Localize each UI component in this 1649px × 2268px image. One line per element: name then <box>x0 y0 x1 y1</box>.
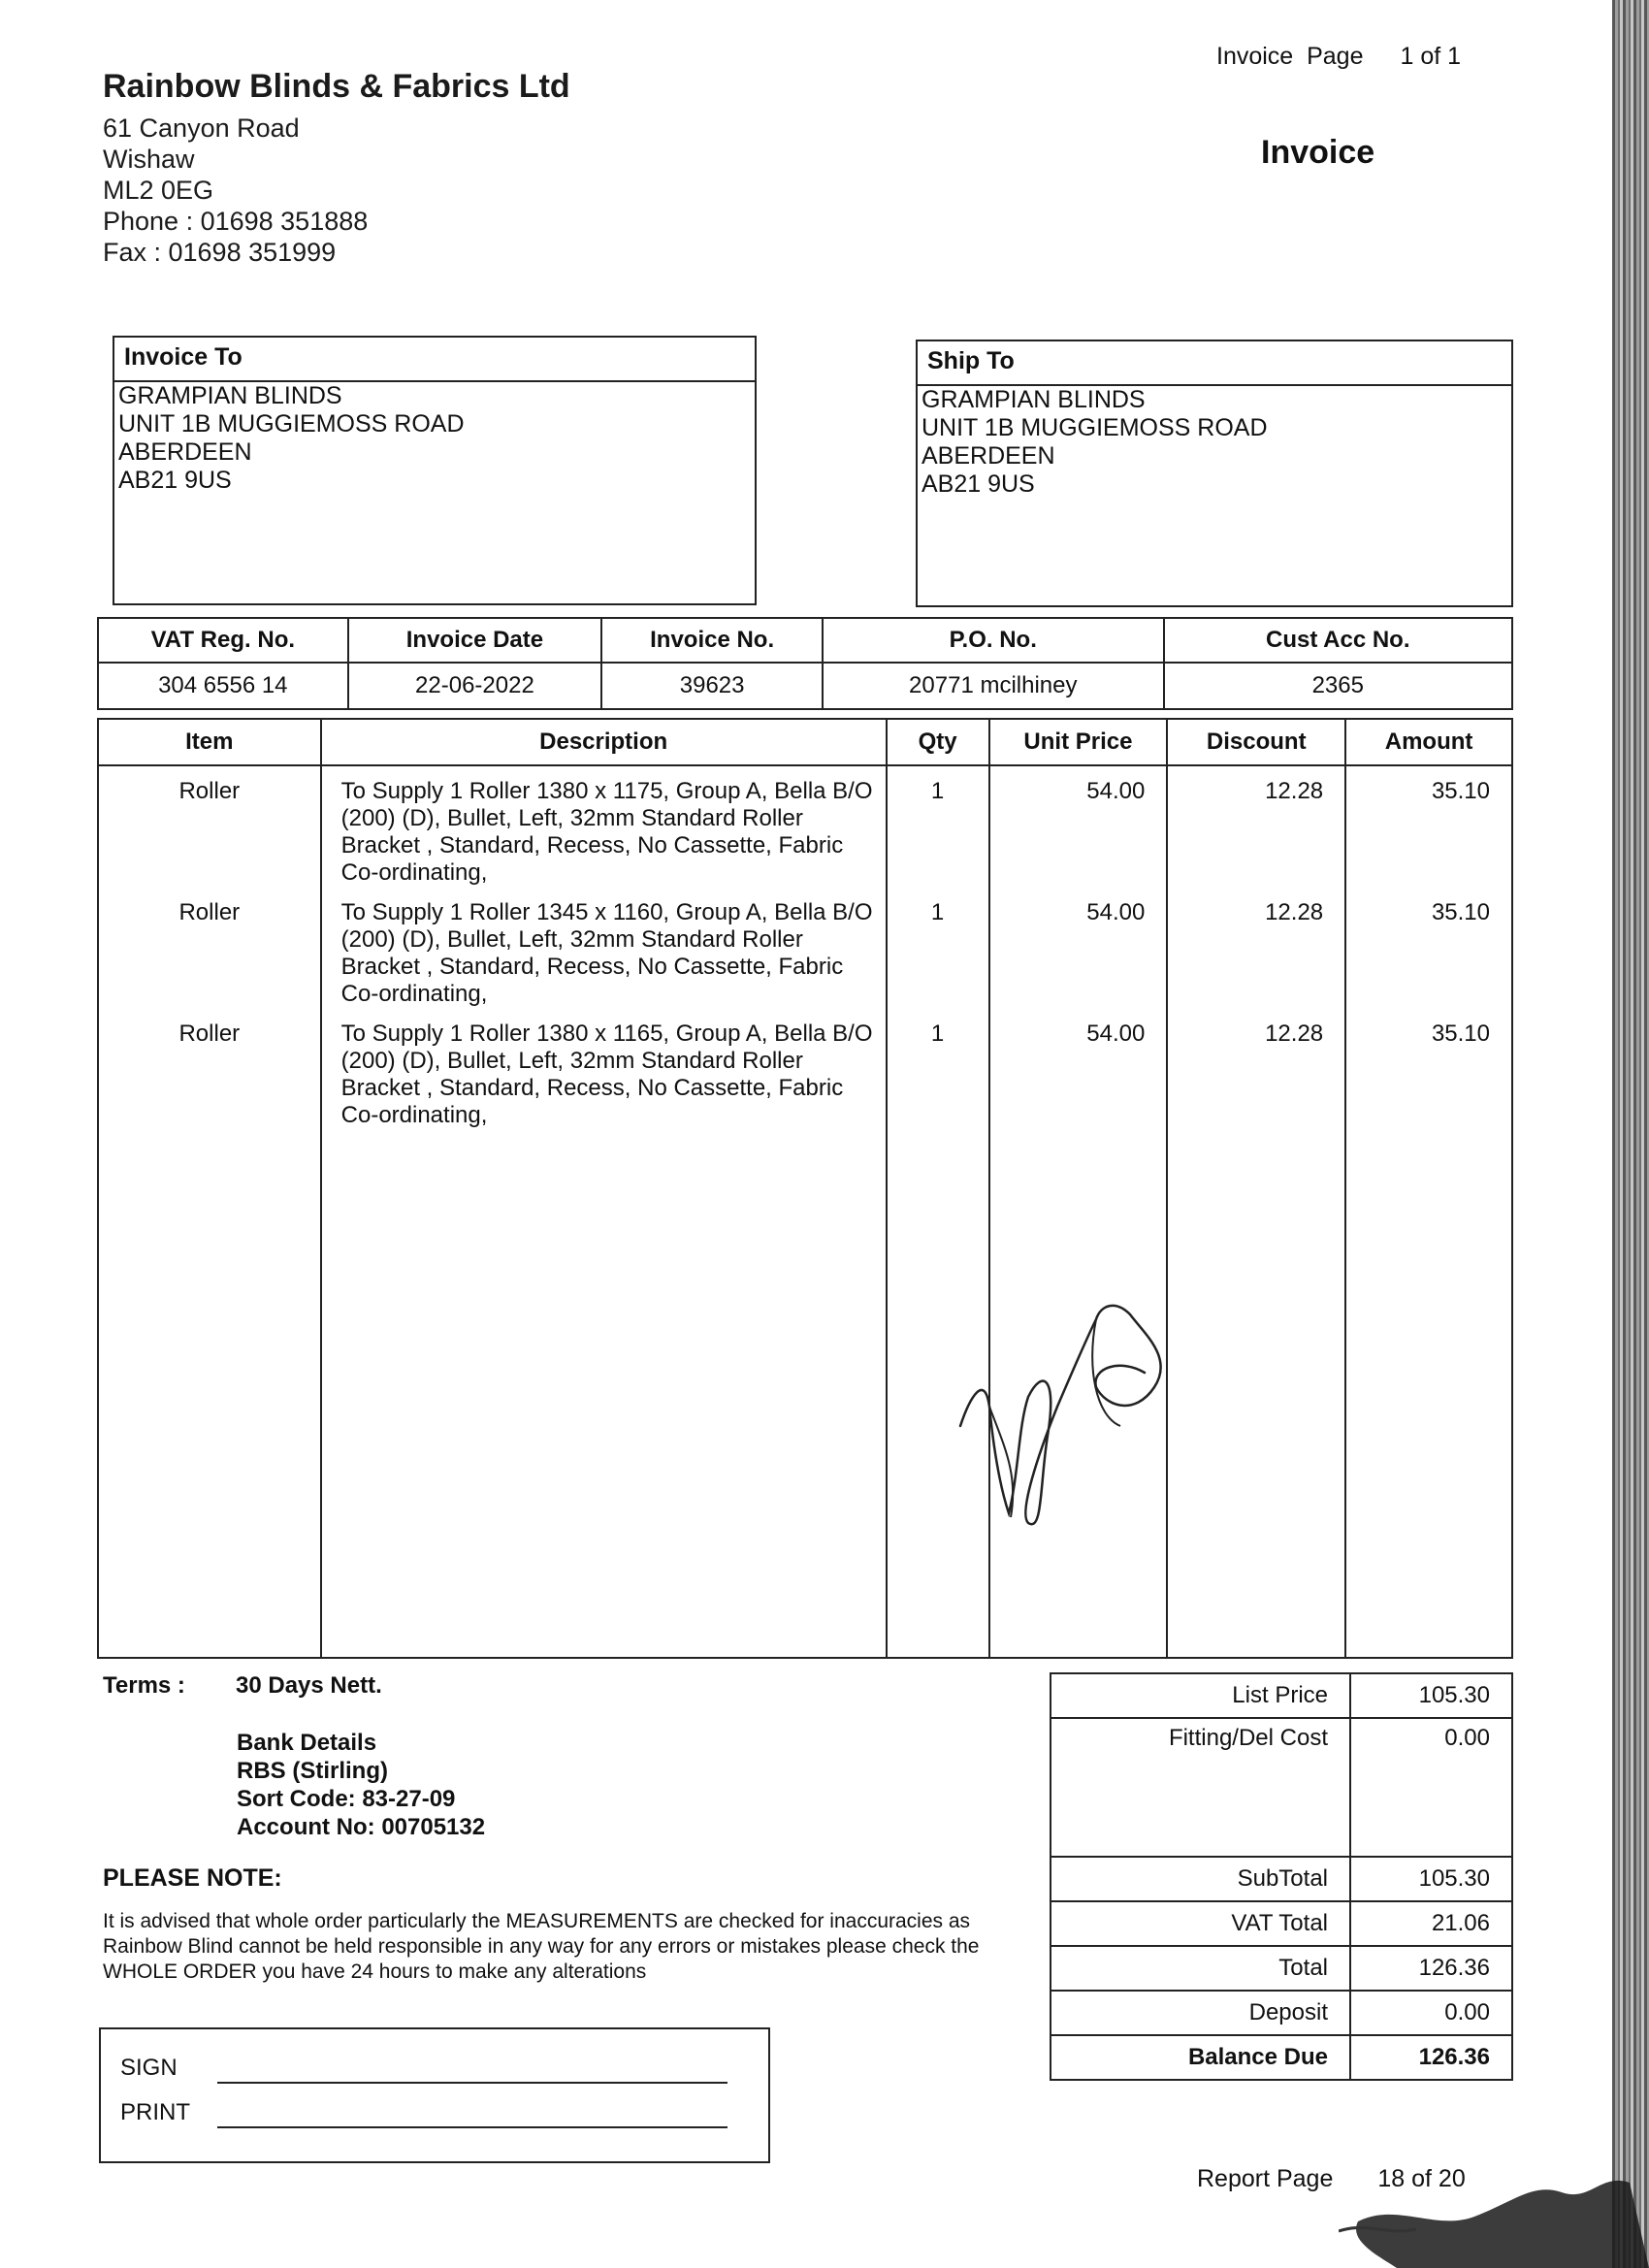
unit-price-cell: 54.00 <box>989 1009 1168 1130</box>
item-cell: Roller <box>98 888 321 1009</box>
invoice-page-label: Invoice Page <box>1216 43 1364 70</box>
vat-reg-value: 304 6556 14 <box>98 663 348 709</box>
item-header: Item <box>98 719 321 765</box>
bank-line: RBS (Stirling) <box>237 1758 388 1784</box>
description-cell: To Supply 1 Roller 1345 x 1160, Group A, Bella B/O (200) (D), Bullet, Left, 32mm Standard Roller Bracket , Standard, Recess, No Cassette, Fabric Co-ordinating, <box>321 888 887 1009</box>
ship-to-heading: Ship To <box>918 341 1511 386</box>
empty-cell <box>98 1130 321 1658</box>
empty-cell <box>1345 1130 1512 1658</box>
invoice-no-value: 39623 <box>601 663 823 709</box>
subtotal-value: 105.30 <box>1350 1857 1512 1901</box>
table-row <box>98 765 1512 888</box>
fitting-label: Fitting/Del Cost <box>1051 1718 1350 1857</box>
invoice-page-value: 1 of 1 <box>1400 43 1462 70</box>
invoice-date-value: 22-06-2022 <box>348 663 602 709</box>
invoice-meta-table <box>97 617 1513 710</box>
address-line: AB21 9US <box>922 470 1035 498</box>
address-line: 61 Canyon Road <box>103 113 300 143</box>
ship-to-address <box>918 386 1511 499</box>
items-header-row <box>98 719 1512 765</box>
document-title: Invoice <box>1261 134 1375 171</box>
address-line: UNIT 1B MUGGIEMOSS ROAD <box>118 410 465 437</box>
balance-row <box>1051 2035 1512 2080</box>
sign-label: SIGN <box>120 2055 178 2081</box>
invoice-date-header: Invoice Date <box>348 618 602 663</box>
empty-cell <box>1167 1130 1345 1658</box>
item-cell: Roller <box>98 1009 321 1130</box>
invoice-page-number <box>1216 43 1461 71</box>
list-price-label: List Price <box>1051 1673 1350 1718</box>
report-page-label: Report Page <box>1197 2165 1334 2192</box>
po-no-value: 20771 mcilhiney <box>823 663 1164 709</box>
print-label: PRINT <box>120 2099 190 2125</box>
subtotal-label: SubTotal <box>1051 1857 1350 1901</box>
address-line: ABERDEEN <box>922 442 1055 470</box>
report-page-value: 18 of 20 <box>1377 2165 1466 2192</box>
discount-cell: 12.28 <box>1167 765 1345 888</box>
bank-details <box>237 1729 485 1841</box>
total-row <box>1051 1946 1512 1991</box>
total-value: 126.36 <box>1350 1946 1512 1991</box>
ship-to-box <box>916 340 1513 607</box>
meta-header-row <box>98 618 1512 663</box>
table-filler-row <box>98 1130 1512 1658</box>
sign-line[interactable] <box>217 2082 728 2084</box>
note-title: PLEASE NOTE: <box>103 1864 282 1892</box>
address-line: ML2 0EG <box>103 176 214 205</box>
description-cell: To Supply 1 Roller 1380 x 1175, Group A, Bella B/O (200) (D), Bullet, Left, 32mm Standard Roller Bracket , Standard, Recess, No Cassette, Fabric Co-ordinating, <box>321 765 887 888</box>
qty-cell: 1 <box>887 765 989 888</box>
deposit-value: 0.00 <box>1350 1991 1512 2035</box>
meta-value-row <box>98 663 1512 709</box>
amount-header: Amount <box>1345 719 1512 765</box>
empty-cell <box>321 1130 887 1658</box>
scan-edge <box>1612 0 1649 2268</box>
qty-cell: 1 <box>887 1009 989 1130</box>
sign-print-box <box>99 2027 770 2163</box>
invoice-to-address <box>114 382 755 495</box>
subtotal-row <box>1051 1857 1512 1901</box>
handwritten-signature <box>951 1280 1183 1552</box>
amount-cell: 35.10 <box>1345 888 1512 1009</box>
address-line: AB21 9US <box>118 467 232 494</box>
terms-value: 30 Days Nett. <box>236 1672 382 1699</box>
bank-line: Account No: 00705132 <box>237 1814 486 1840</box>
address-line: GRAMPIAN BLINDS <box>118 382 342 409</box>
invoice-to-heading: Invoice To <box>114 338 755 382</box>
unit-price-cell: 54.00 <box>989 888 1168 1009</box>
terms-label: Terms : <box>103 1672 185 1699</box>
note-text: It is advised that whole order particularly the MEASUREMENTS are checked for inaccuracies as Rainbow Blind cannot be held responsible in any way for any errors or mistakes please check the WHOLE ORDER you have 24 hours to make any alterations <box>103 1910 980 1983</box>
cust-acc-header: Cust Acc No. <box>1164 618 1512 663</box>
address-line: GRAMPIAN BLINDS <box>922 386 1146 413</box>
bank-line: Bank Details <box>237 1730 377 1756</box>
qty-header: Qty <box>887 719 989 765</box>
unit-price-header: Unit Price <box>989 719 1168 765</box>
vat-label: VAT Total <box>1051 1901 1350 1946</box>
list-price-row <box>1051 1673 1512 1718</box>
balance-label: Balance Due <box>1051 2035 1350 2080</box>
address-line: UNIT 1B MUGGIEMOSS ROAD <box>922 414 1268 441</box>
list-price-value: 105.30 <box>1350 1673 1512 1718</box>
deposit-label: Deposit <box>1051 1991 1350 2035</box>
vat-value: 21.06 <box>1350 1901 1512 1946</box>
bank-line: Sort Code: 83-27-09 <box>237 1786 456 1812</box>
scan-smudge <box>1339 2163 1649 2268</box>
print-line[interactable] <box>217 2126 728 2128</box>
address-line: Wishaw <box>103 145 195 174</box>
description-cell: To Supply 1 Roller 1380 x 1165, Group A, Bella B/O (200) (D), Bullet, Left, 32mm Standard Roller Bracket , Standard, Recess, No Cassette, Fabric Co-ordinating, <box>321 1009 887 1130</box>
discount-cell: 12.28 <box>1167 888 1345 1009</box>
qty-cell: 1 <box>887 888 989 1009</box>
fitting-row <box>1051 1718 1512 1857</box>
fitting-value: 0.00 <box>1350 1718 1512 1857</box>
company-fax: Fax : 01698 351999 <box>103 238 337 267</box>
table-row <box>98 888 1512 1009</box>
po-no-header: P.O. No. <box>823 618 1164 663</box>
table-row <box>98 1009 1512 1130</box>
amount-cell: 35.10 <box>1345 1009 1512 1130</box>
invoice-to-box <box>113 336 757 605</box>
address-line: ABERDEEN <box>118 438 252 466</box>
discount-header: Discount <box>1167 719 1345 765</box>
cust-acc-value: 2365 <box>1164 663 1512 709</box>
vat-reg-header: VAT Reg. No. <box>98 618 348 663</box>
total-label: Total <box>1051 1946 1350 1991</box>
company-phone: Phone : 01698 351888 <box>103 207 369 236</box>
company-name: Rainbow Blinds & Fabrics Ltd <box>103 68 570 105</box>
item-cell: Roller <box>98 765 321 888</box>
description-header: Description <box>321 719 887 765</box>
vat-row <box>1051 1901 1512 1946</box>
invoice-no-header: Invoice No. <box>601 618 823 663</box>
balance-value: 126.36 <box>1350 2035 1512 2080</box>
deposit-row <box>1051 1991 1512 2035</box>
line-items-table <box>97 718 1513 1659</box>
company-address <box>103 113 368 268</box>
totals-table <box>1050 1672 1513 2081</box>
amount-cell: 35.10 <box>1345 765 1512 888</box>
unit-price-cell: 54.00 <box>989 765 1168 888</box>
discount-cell: 12.28 <box>1167 1009 1345 1130</box>
